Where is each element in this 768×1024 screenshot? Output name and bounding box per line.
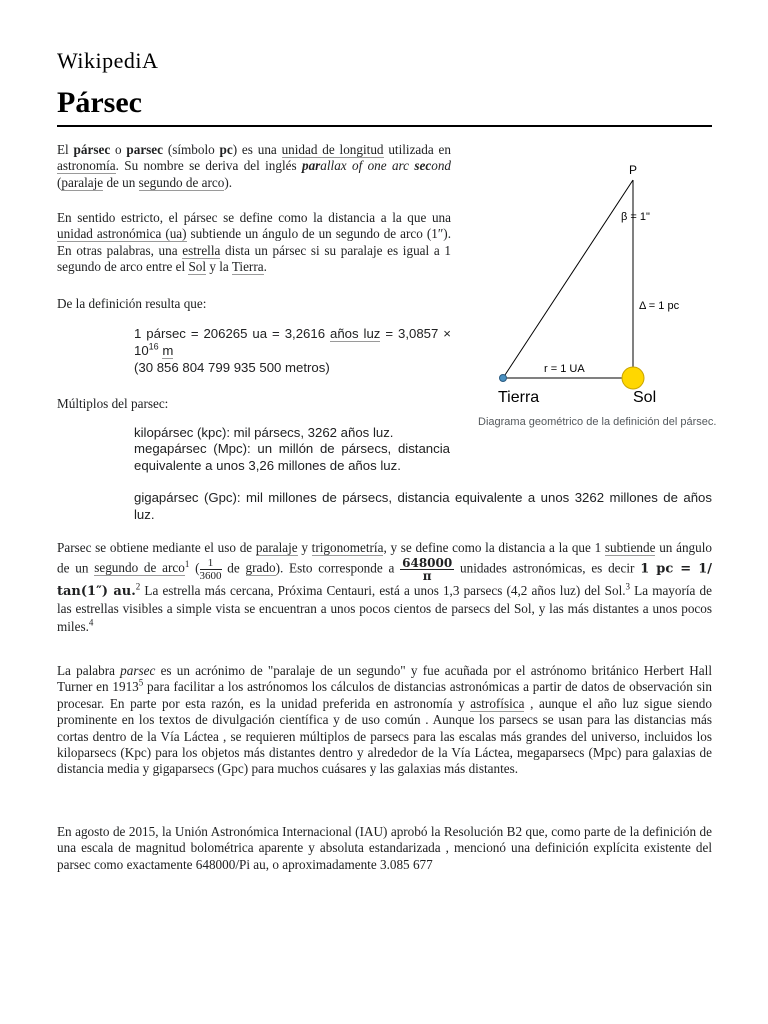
figure-caption: Diagrama geométrico de la definición del pársec.	[478, 416, 717, 428]
multiples-intro: Múltiplos del parsec:	[57, 396, 169, 411]
link-trigonometria[interactable]: trigonometría	[311, 540, 384, 555]
iau-paragraph: En agosto de 2015, la Unión Astronómica Internacional (IAU) aprobó la Resolución B2 que, como parte de la definición de una escala de magnitud bolométrica aparente y absoluta estandarizada , mencionó una definición explícita existente del parsec como exactamente 648000/Pi au, o aproximadamente 3.085 677	[57, 824, 712, 872]
link-unidad-de-longitud[interactable]: unidad de longitud	[281, 142, 384, 157]
multiple-megaparsec: megapársec (Mpc): un millón de pársecs, distancia equivalente a unos 3,26 millones de años luz.	[134, 441, 450, 473]
ref-1[interactable]: 1	[184, 558, 190, 569]
intro-paragraph: El pársec o parsec (símbolo pc) es una unidad de longitud utilizada en astronomía. Su nombre se deriva del inglés parallax of one arc second (paralaje de un segundo de arco).	[57, 142, 451, 190]
link-astrofisica[interactable]: astrofísica	[470, 695, 525, 711]
link-paralaje[interactable]: paralaje	[61, 174, 104, 190]
link-sol[interactable]: Sol	[188, 259, 207, 275]
sun-icon	[622, 367, 644, 389]
title-divider	[57, 125, 712, 127]
link-tierra[interactable]: Tierra	[231, 259, 264, 275]
link-segundo-de-arco-2[interactable]: segundo de arco	[94, 560, 185, 576]
label-radius: r = 1 UA	[544, 363, 585, 375]
label-delta: Δ = 1 pc	[639, 300, 680, 312]
earth-icon	[500, 375, 507, 382]
link-subtiende[interactable]: subtiende	[604, 540, 656, 555]
ref-5[interactable]: 5	[138, 678, 144, 689]
page-title: Pársec	[57, 86, 142, 119]
label-p: P	[629, 163, 638, 177]
parsec-formula: 1 pársec = 206265 ua = 3,2616 años luz = $3,0857 \times 10^{16}$ m (30 856 804 799 935 500 metros)	[134, 326, 451, 375]
parsec-diagram-svg	[478, 160, 718, 405]
obtain-paragraph: Parsec se obtiene mediante el uso de paralaje y trigonometría, y se define como la distancia a la que 1 subtiende un ángulo de un segundo de arco$^1$ ( $\frac{1}{3600}$ de grado). Esto corresponde a $\frac{648000}{\pi}$ unidades astronómicas, es decir 1 pc = 1/ tan(1″) au.$^2$ La estrella más cercana, Próxima Centauri, está a unos 1,3 parsecs (4,2 años luz) del Sol.$^3$ La mayoría de las estrellas visibles a simple vista se encuentran a unos pocos cientos de parsecs del Sol, y las más distantes a unos pocos miles.$^4$	[57, 540, 712, 634]
link-grado[interactable]: grado	[245, 560, 276, 576]
definition-intro: De la definición resulta que:	[57, 296, 207, 311]
hypotenuse-line	[503, 180, 633, 378]
link-segundo-de-arco[interactable]: segundo de arco	[138, 174, 225, 190]
link-metro[interactable]: m	[162, 343, 174, 358]
link-anos-luz[interactable]: años luz	[329, 326, 381, 341]
word-origin-paragraph: La palabra parsec es un acrónimo de "paralaje de un segundo" y fue acuñada por el astrónomo británico Herbert Hall Turner en 1913$^5$ para facilitar a los astrónomos los cálculos de distancias astronómicas a partir de datos de observación sin procesar. En parte por esta razón, es la unidad preferida en astronomía y astrofísica , aunque el año luz sigue siendo prominente en los textos de divulgación científica y de uso común . Aunque los parsecs se usan para las distancias más cortas dentro de la Vía Láctea , se requieren múltiplos de parsecs para las escalas más grandes del universo, incluidos los kiloparsecs (Kpc) para los objetos más distantes dentro y alrededor de la Vía Láctea, megaparsecs (Mpc) para galaxias de distancia media y gigaparsecs (Gpc) para muchos cuásares y las galaxias más distantes.	[57, 663, 712, 777]
multiple-kiloparsec: kilopársec (kpc): mil pársecs, 3262 años luz.	[134, 425, 394, 440]
wikipedia-logo[interactable]: WikipediA	[57, 48, 159, 73]
fraction-1-3600: $\frac{1}{3600}$	[199, 556, 222, 582]
label-beta: β = 1"	[621, 211, 650, 223]
parsec-tan-formula: 1 pc = 1/ tan(1″) au.	[57, 561, 712, 599]
label-sun: Sol	[633, 389, 657, 405]
multiple-gigaparsec: gigapársec (Gpc): mil millones de pársecs, distancia equivalente a unos 3262 millones de años luz.	[134, 490, 712, 522]
link-unidad-astronomica[interactable]: unidad astronómica (ua)	[57, 226, 187, 242]
ref-4[interactable]: 4	[88, 617, 94, 628]
fraction-648000-pi: $\frac{648000}{\pi}$	[402, 555, 453, 583]
ref-3[interactable]: 3	[625, 581, 631, 592]
ref-2[interactable]: 2	[135, 581, 141, 592]
label-earth: Tierra	[498, 389, 540, 405]
parsec-diagram	[478, 160, 718, 410]
link-estrella[interactable]: estrella	[182, 242, 221, 258]
link-astronomia[interactable]: astronomía	[57, 158, 116, 174]
strict-definition-paragraph: En sentido estricto, el pársec se define como la distancia a la que una unidad astronómica (ua) subtiende un ángulo de un segundo de arco (1″). En otras palabras, una estrella dista un pársec si su paralaje es igual a 1 segundo de arco entre el Sol y la Tierra.	[57, 210, 452, 275]
link-paralaje-2[interactable]: paralaje	[255, 540, 298, 555]
